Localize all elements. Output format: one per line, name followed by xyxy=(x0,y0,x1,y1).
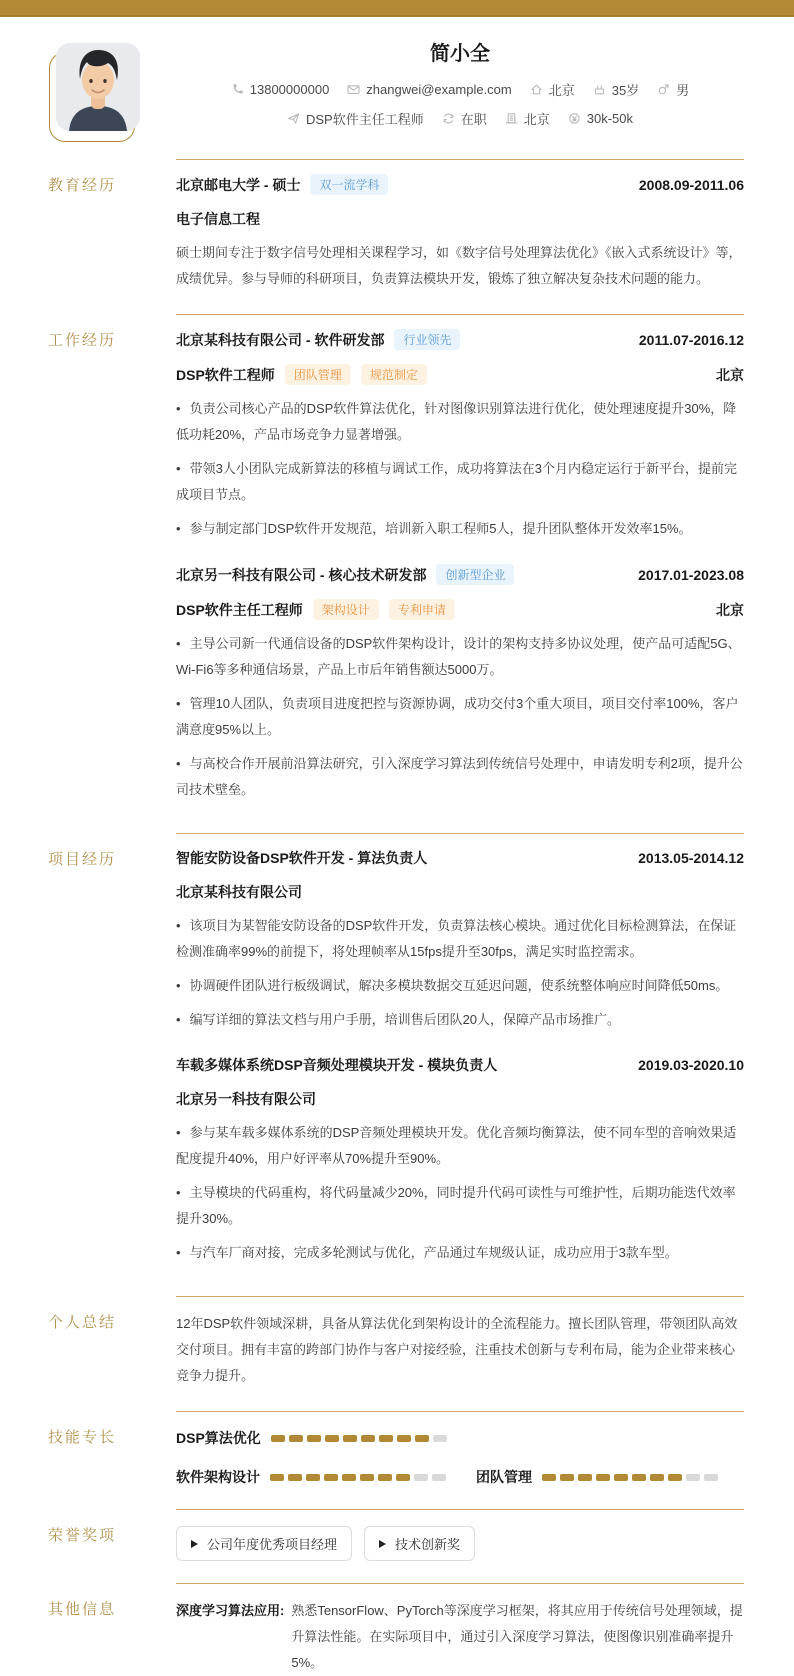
project-name: 智能安防设备DSP软件开发 - 算法负责人 xyxy=(176,850,428,866)
role-tag: 架构设计 xyxy=(313,599,379,620)
bullet-dot: • xyxy=(176,1125,181,1140)
role-tag: 规范制定 xyxy=(361,364,427,385)
company-tag: 创新型企业 xyxy=(436,564,514,585)
age-item xyxy=(593,80,639,99)
bullet-dot: • xyxy=(176,1185,181,1200)
city-item xyxy=(505,109,550,128)
work-bullet: • 负责公司核心产品的DSP软件算法优化，针对图像识别算法进行优化，使处理速度提升30%，降低功耗20%，产品市场竞争力显著增强。 xyxy=(176,401,737,442)
skill-level-bar xyxy=(271,1435,451,1442)
other-info-label: 深度学习算法应用: xyxy=(176,1603,285,1618)
project-bullet: • 编写详细的算法文档与用户手册，培训售后团队20人，保障产品市场推广。 xyxy=(176,1012,621,1027)
job-status-item xyxy=(442,109,487,128)
skill-name: 软件架构设计 xyxy=(176,1469,260,1485)
location-icon xyxy=(530,83,543,96)
salary-icon xyxy=(568,112,581,125)
summary-text: 12年DSP软件领域深耕，具备从算法优化到架构设计的全流程能力。擅长团队管理，带领团队高效交付项目。拥有丰富的跨部门协作与客户对接经验，注重技术创新与专利布局，能为企业带来核心竞争力提升。 xyxy=(176,1316,738,1383)
other-info-text: 熟悉TensorFlow、PyTorch等深度学习框架，将其应用于传统信号处理领域，提升算法性能。在实际项目中，通过引入深度学习算法，使图像识别准确率提升5%。 xyxy=(291,1603,743,1670)
section-title-skills: 技能专长 xyxy=(48,1429,117,1446)
project-bullet: • 参与某车载多媒体系统的DSP音频处理模块开发。优化音频均衡算法，使不同车型的音响效果适配度提升40%，用户好评率从70%提升至90%。 xyxy=(176,1125,737,1166)
project-bullet: • 该项目为某智能安防设备的DSP软件开发，负责算法核心模块。通过优化目标检测算法，在保证检测准确率99%的前提下，将处理帧率从15fps提升至30fps，满足实时监控需求。 xyxy=(176,918,737,959)
project-company: 北京某科技有限公司 xyxy=(176,884,302,900)
salary-text: 30k-50k xyxy=(586,111,633,126)
education-description: 硕士期间专注于数字信号处理相关课程学习，如《数字信号处理算法优化》《嵌入式系统设计》等，成绩优异。参与导师的科研项目，负责算法模块开发，锻炼了独立解决复杂技术问题的能力。 xyxy=(176,245,742,286)
location-item xyxy=(530,80,575,99)
skill-name: DSP算法优化 xyxy=(176,1430,261,1446)
skill-level-bar xyxy=(542,1474,722,1481)
work-location: 北京 xyxy=(716,366,744,383)
city-text: 北京 xyxy=(523,112,550,127)
skill-level-bar xyxy=(270,1474,450,1481)
section-education xyxy=(0,159,794,292)
job-intention-item xyxy=(287,109,424,128)
school-name: 北京邮电大学 - 硕士 xyxy=(176,176,301,193)
job-intention-icon xyxy=(287,112,300,125)
resume-header xyxy=(0,17,794,128)
project-bullet: • 协调硬件团队进行板级调试，解决多模块数据交互延迟问题，使系统整体响应时间降低50ms。 xyxy=(176,978,729,993)
section-title-summary: 个人总结 xyxy=(48,1314,117,1331)
project-entry-1 xyxy=(176,848,744,1033)
salary-item xyxy=(568,111,633,126)
major-name: 电子信息工程 xyxy=(176,211,260,227)
location-text: 北京 xyxy=(548,83,575,98)
role-tag: 团队管理 xyxy=(285,364,351,385)
gender-icon xyxy=(657,83,670,96)
project-bullet: • 主导模块的代码重构，将代码量减少20%，同时提升代码可读性与可维护性，后期功能迭代效率提升30%。 xyxy=(176,1185,736,1226)
candidate-name: 简小全 xyxy=(430,43,490,65)
age-icon xyxy=(593,83,606,96)
bullet-dot: • xyxy=(176,521,181,536)
job-status-icon xyxy=(442,112,455,125)
phone-item xyxy=(231,82,330,97)
skill-name: 团队管理 xyxy=(476,1469,532,1485)
section-honors xyxy=(0,1509,794,1561)
project-company: 北京另一科技有限公司 xyxy=(176,1091,316,1107)
role-tag: 专利申请 xyxy=(389,599,455,620)
phone-icon xyxy=(231,83,244,96)
section-title-work: 工作经历 xyxy=(48,332,117,349)
skill-item xyxy=(476,1467,722,1487)
skill-item xyxy=(176,1428,451,1448)
work-entry-2 xyxy=(176,564,744,803)
honor-label: 公司年度优秀项目经理 xyxy=(207,1537,338,1552)
company-name: 北京某科技有限公司 - 软件研发部 xyxy=(176,331,385,348)
section-other xyxy=(0,1583,794,1676)
bullet-dot: • xyxy=(176,636,181,651)
section-title-other: 其他信息 xyxy=(48,1601,117,1618)
work-bullet: • 主导公司新一代通信设备的DSP软件架构设计，设计的架构支持多协议处理，使产品可适配5G、Wi-Fi6等多种通信场景，产品上市后年销售额达5000万。 xyxy=(176,636,741,677)
education-entry xyxy=(176,174,744,292)
work-bullet: • 管理10人团队，负责项目进度把控与资源协调，成功交付3个重大项目，项目交付率100%，客户满意度95%以上。 xyxy=(176,696,739,737)
section-title-education: 教育经历 xyxy=(48,177,117,194)
bullet-dot: • xyxy=(176,1012,181,1027)
bullet-dot: • xyxy=(176,978,181,993)
project-bullet: • 与汽车厂商对接，完成多轮测试与优化，产品通过车规级认证，成功应用于3款车型。 xyxy=(176,1245,678,1260)
section-title-honors: 荣誉奖项 xyxy=(48,1527,117,1544)
bullet-dot: • xyxy=(176,918,181,933)
work-bullet: • 带领3人小团队完成新算法的移植与调试工作，成功将算法在3个月内稳定运行于新平台，提前完成项目节点。 xyxy=(176,461,738,502)
work-date: 2011.07-2016.12 xyxy=(638,331,744,348)
job-title: DSP软件主任工程师 xyxy=(176,601,303,618)
work-location: 北京 xyxy=(716,601,744,618)
project-name: 车载多媒体系统DSP音频处理模块开发 - 模块负责人 xyxy=(176,1057,498,1073)
project-date: 2019.03-2020.10 xyxy=(638,1057,744,1073)
profile-photo xyxy=(56,43,140,131)
top-accent-bar xyxy=(0,0,794,17)
avatar-illustration xyxy=(56,43,140,131)
bullet-dot: • xyxy=(176,401,181,416)
email-icon xyxy=(347,83,360,96)
work-bullet: • 与高校合作开展前沿算法研究，引入深度学习算法到传统信号处理中，申请发明专利2项，提升公司技术壁垒。 xyxy=(176,756,743,797)
section-work xyxy=(0,314,794,811)
gender-item xyxy=(657,80,689,99)
bullet-dot: • xyxy=(176,756,181,771)
gender-text: 男 xyxy=(676,83,690,98)
section-summary xyxy=(0,1296,794,1389)
play-icon xyxy=(191,1540,198,1548)
work-bullet: • 参与制定部门DSP软件开发规范，培训新入职工程师5人，提升团队整体开发效率15%。 xyxy=(176,521,692,536)
work-entry-1 xyxy=(176,329,744,542)
bullet-dot: • xyxy=(176,461,181,476)
phone-number: 13800000000 xyxy=(249,82,330,97)
section-title-projects: 项目经历 xyxy=(48,851,117,868)
company-tag: 行业领先 xyxy=(394,329,460,350)
skill-item xyxy=(176,1467,450,1487)
avatar xyxy=(56,43,140,131)
contact-row-2 xyxy=(176,109,744,128)
email-address: zhangwei@example.com xyxy=(366,82,512,97)
honor-badge[interactable] xyxy=(364,1526,475,1561)
project-entry-2 xyxy=(176,1055,744,1266)
city-icon xyxy=(505,112,518,125)
age-text: 35岁 xyxy=(611,83,640,98)
section-skills xyxy=(0,1411,794,1487)
contact-row-1 xyxy=(176,80,744,99)
honor-label: 技术创新奖 xyxy=(395,1537,461,1552)
email-item xyxy=(347,82,511,97)
project-date: 2013.05-2014.12 xyxy=(638,850,744,866)
job-title: DSP软件工程师 xyxy=(176,366,275,383)
education-date: 2008.09-2011.06 xyxy=(638,176,744,193)
bullet-dot: • xyxy=(176,696,181,711)
honor-badge[interactable] xyxy=(176,1526,352,1561)
play-icon xyxy=(379,1540,386,1548)
bullet-dot: • xyxy=(176,1245,181,1260)
work-date: 2017.01-2023.08 xyxy=(638,566,744,583)
school-tag: 双一流学科 xyxy=(310,174,388,195)
job-status-text: 在职 xyxy=(460,112,487,127)
company-name: 北京另一科技有限公司 - 核心技术研发部 xyxy=(176,566,427,583)
section-projects xyxy=(0,833,794,1274)
job-intention-text: DSP软件主任工程师 xyxy=(305,112,424,127)
